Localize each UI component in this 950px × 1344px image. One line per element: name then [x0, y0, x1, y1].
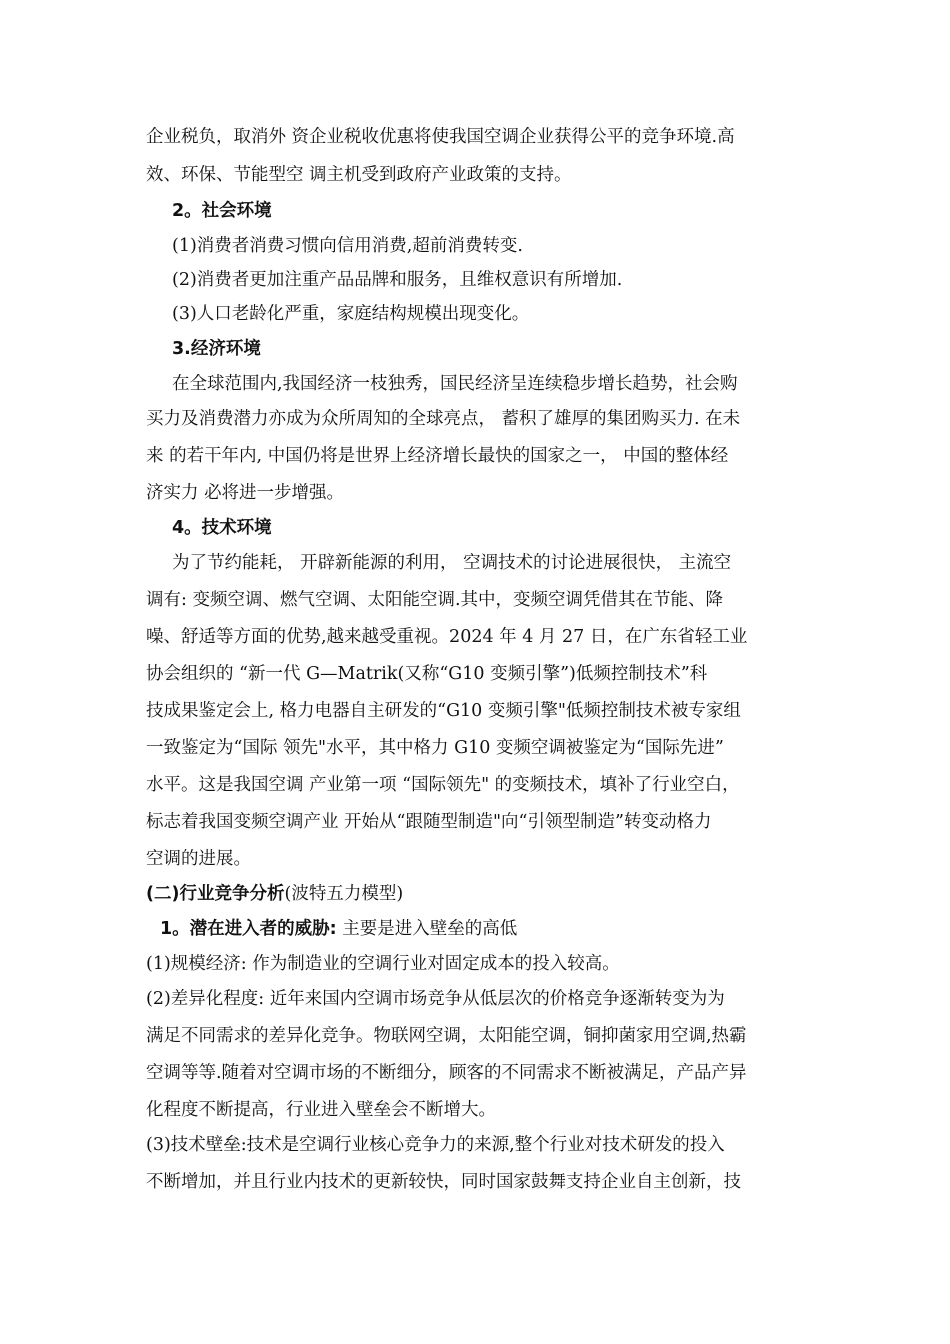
paragraph-line: 一致鉴定为“国际 领先"水平，其中格力 G10 变频空调被鉴定为“国际先进” [146, 738, 724, 758]
paragraph-line: (2)消费者更加注重产品品牌和服务，且维权意识有所增加. [172, 270, 623, 290]
paragraph-line: (2)差异化程度: 近年来国内空调市场竞争从低层次的价格竞争逐渐转变为为 [146, 989, 725, 1009]
paragraph-line: (1)规模经济: 作为制造业的空调行业对固定成本的投入较高。 [146, 954, 620, 974]
competition-heading-bold: (二)行业竞争分析 [146, 884, 285, 904]
paragraph-line: 来 的若干年内, 中国仍将是世界上经济增长最快的国家之一， 中国的整体经 [146, 446, 729, 466]
section-heading-economic: 3.经济环境 [172, 339, 261, 359]
paragraph-line: 空调的进展。 [146, 849, 251, 869]
subsection-heading-entrants [160, 917, 820, 941]
paragraph-line: 化程度不断提高，行业进入壁垒会不断增大。 [146, 1100, 496, 1120]
paragraph-line: (3)技术壁垒:技术是空调行业核心竞争力的来源,整个行业对技术研发的投入 [146, 1135, 725, 1155]
section-heading-social: 2。社会环境 [172, 201, 272, 221]
section-heading-technology: 4。技术环境 [172, 518, 272, 538]
entrants-heading-bold: 1。潜在进入者的威胁: [160, 919, 337, 939]
entrants-heading-text: 主要是进入壁垒的高低 [336, 919, 518, 939]
paragraph-line: 协会组织的 “新一代 G—Matrik(又称“G10 变频引擎”)低频控制技术”科 [146, 664, 708, 684]
paragraph-line: 水平。这是我国空调 产业第一项 “国际领先" 的变频技术，填补了行业空白， [146, 775, 740, 795]
paragraph-line: 济实力 必将进一步增强。 [146, 483, 345, 503]
paragraph-line: 满足不同需求的差异化竞争。物联网空调，太阳能空调，铜抑菌家用空调,热霸 [146, 1026, 747, 1046]
paragraph-line: 不断增加，并且行业内技术的更新较快，同时国家鼓舞支持企业自主创新，技 [146, 1172, 741, 1192]
competition-heading-note: (波特五力模型) [284, 884, 404, 904]
paragraph-line: 效、环保、节能型空 调主机受到政府产业政策的支持。 [146, 165, 572, 185]
paragraph-line: 在全球范围内,我国经济一枝独秀，国民经济呈连续稳步增长趋势，社会购 [172, 374, 738, 394]
paragraph-line: 买力及消费潜力亦成为众所周知的全球亮点， 蓄积了雄厚的集团购买力. 在未 [146, 409, 741, 429]
paragraph-line: 空调等等.随着对空调市场的不断细分，顾客的不同需求不断被满足，产品产异 [146, 1063, 747, 1083]
paragraph-line: 为了节约能耗， 开辟新能源的利用， 空调技术的讨论进展很快， 主流空 [172, 553, 732, 573]
paragraph-line: 企业税负，取消外 资企业税收优惠将使我国空调企业获得公平的竞争环境.高 [146, 127, 735, 147]
paragraph-line: 标志着我国变频空调产业 开始从“跟随型制造"向“引领型制造”转变动格力 [146, 812, 712, 832]
section-heading-competition [146, 882, 820, 906]
paragraph-line: 技成果鉴定会上, 格力电器自主研发的“G10 变频引擎"低频控制技术被专家组 [146, 701, 741, 721]
paragraph-line: 调有: 变频空调、燃气空调、太阳能空调.其中，变频空调凭借其在节能、降 [146, 590, 724, 610]
paragraph-line: 噪、舒适等方面的优势,越来越受重视。2024 年 4 月 27 日，在广东省轻工业 [146, 627, 748, 647]
paragraph-line: (1)消费者消费习惯向信用消费,超前消费转变. [172, 236, 523, 256]
paragraph-line: (3)人口老龄化严重，家庭结构规模出现变化。 [172, 304, 530, 324]
